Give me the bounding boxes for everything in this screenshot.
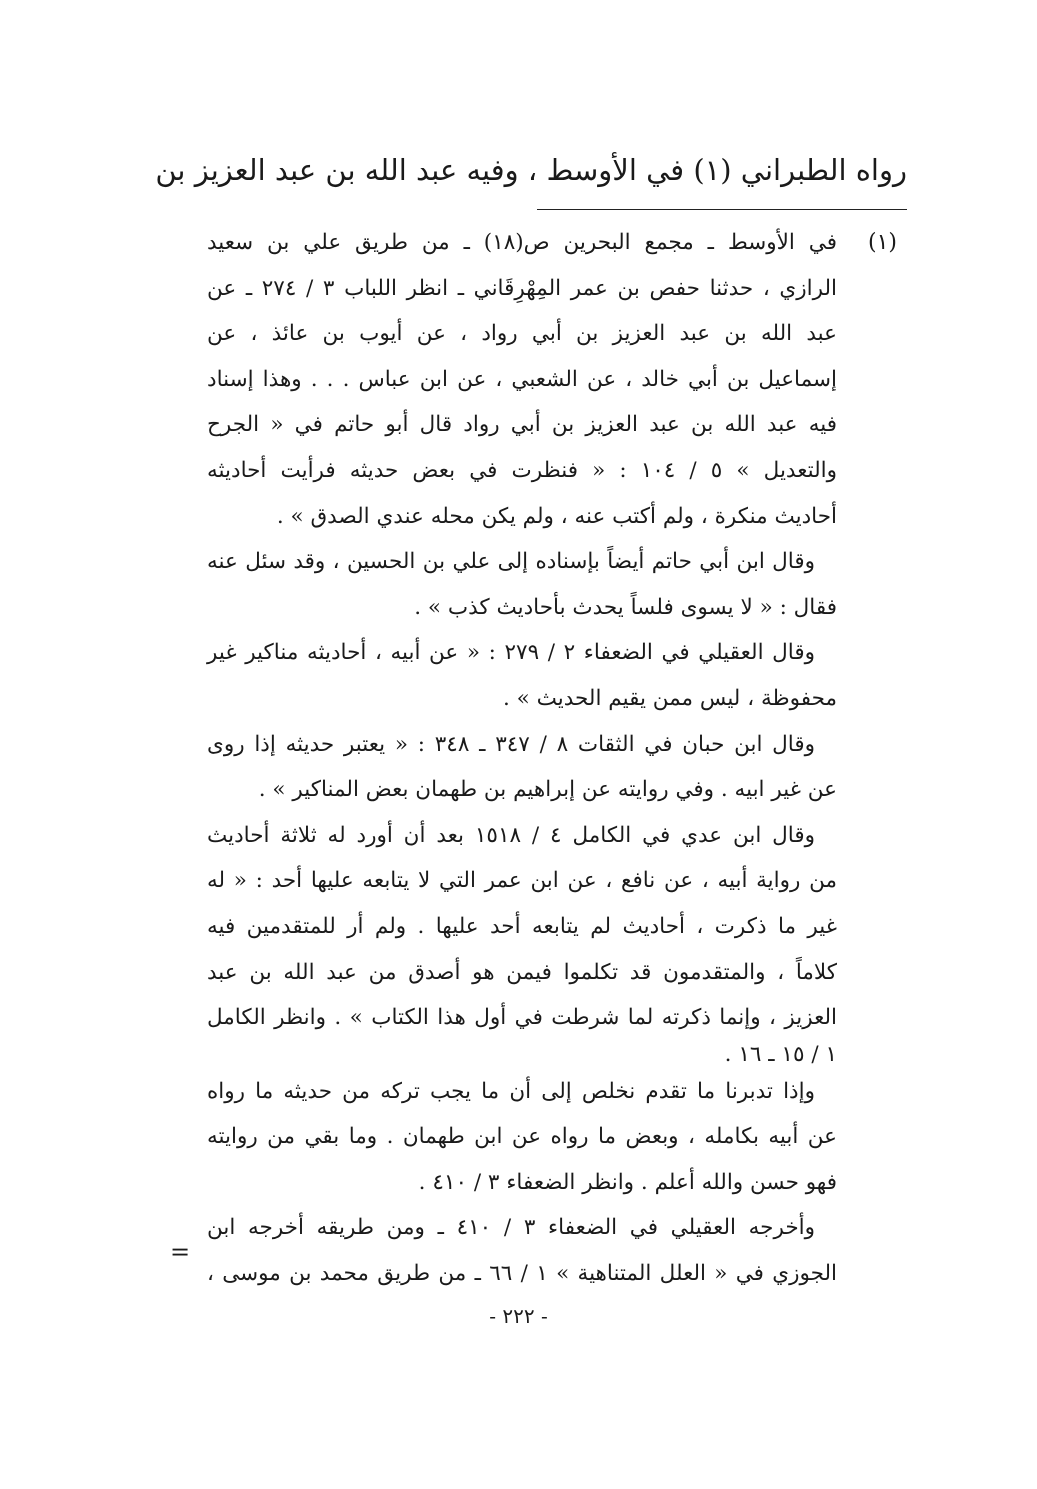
footnote-line: أحاديث منكرة ، ولم أكتب عنه ، ولم يكن محله عندي الصدق » . <box>276 503 837 529</box>
footnote-line: وقال العقيلي في الضعفاء ٢ / ٢٧٩ : « عن أبيه ، أحاديثه مناكير غير <box>207 640 815 666</box>
continuation-mark: = <box>170 1238 191 1266</box>
footnote-line: ١ / ١٥ ـ ١٦ . <box>724 1041 837 1067</box>
footnote-line: وقال ابن أبي حاتم أيضاً بإسناده إلى علي بن الحسين ، وقد سئل عنه <box>207 549 815 575</box>
footnote-line: العزيز ، وإنما ذكرته لما شرطت في أول هذا الكتاب » . وانظر الكامل <box>207 1005 837 1031</box>
footnote-line: محفوظة ، ليس ممن يقيم الحديث » . <box>503 685 837 711</box>
footnote-line: وقال ابن حبان في الثقات ٨ / ٣٤٧ ـ ٣٤٨ : « يعتبر حديثه إذا روى <box>207 731 815 757</box>
footnote-line: وقال ابن عدي في الكامل ٤ / ١٥١٨ بعد أن أورد له ثلاثة أحاديث <box>207 822 816 848</box>
footnote-line: كلاماً ، والمتقدمون قد تكلموا فيمن هو أصدق من عبد الله بن عبد <box>207 959 837 985</box>
footnote-line: والتعديل » ٥ / ١٠٤ : « فنظرت في بعض حديثه فرأيت أحاديثه <box>207 457 837 483</box>
footnote-line: من رواية أبيه ، عن نافع ، عن ابن عمر التي لا يتابعه عليها أحد : « له <box>207 868 837 894</box>
footnote-line: غير ما ذكرت ، أحاديث لم يتابعه أحد عليها . ولم أر للمتقدمين فيه <box>207 913 837 939</box>
main-text-line: رواه الطبراني (١) في الأوسط ، وفيه عبد الله بن عبد العزيز بن <box>155 153 907 187</box>
footnote-line: في الأوسط ـ مجمع البحرين ص(١٨) ـ من طريق علي بن سعيد <box>207 230 837 255</box>
footnote-line: الرازي ، حدثنا حفص بن عمر المِهْرِقَاني ـ انظر اللباب ٣ / ٢٧٤ ـ عن <box>207 275 837 301</box>
footnote-line: وأخرجه العقيلي في الضعفاء ٣ / ٤١٠ ـ ومن طريقه أخرجه ابن <box>207 1215 815 1241</box>
footnote-body <box>207 220 837 1297</box>
footnote-line: فقال : « لا يسوى فلساً يحدث بأحاديث كذب » . <box>414 594 837 620</box>
footnote-line: عبد الله بن عبد العزيز بن أبي رواد ، عن أيوب بن عائذ ، عن <box>207 321 837 347</box>
footnote-separator <box>537 209 907 210</box>
footnote-line: عن أبيه بكامله ، وبعض ما رواه عن ابن طهمان . وما بقي من روايته <box>207 1124 837 1150</box>
footnote-line: وإذا تدبرنا ما تقدم نخلص إلى أن ما يجب تركه من حديثه ما رواه <box>207 1078 815 1104</box>
footnote-line: الجوزي في « العلل المتناهية » ١ / ٦٦ ـ من طريق محمد بن موسى ، <box>207 1261 837 1287</box>
page-number: - ٢٢٢ - <box>489 1304 548 1328</box>
footnote-line: إسماعيل بن أبي خالد ، عن الشعبي ، عن ابن عباس . . . وهذا إسناد <box>207 366 837 392</box>
footnote-line: فهو حسن والله أعلم . وانظر الضعفاء ٣ / ٤١٠ . <box>418 1169 837 1195</box>
footnote-line: فيه عبد الله بن عبد العزيز بن أبي رواد قال أبو حاتم في « الجرح <box>207 412 837 438</box>
footnote-marker: (١) <box>867 230 897 255</box>
footnote-line: عن غير ابيه . وفي روايته عن إبراهيم بن طهمان بعض المناكير » . <box>258 777 837 803</box>
